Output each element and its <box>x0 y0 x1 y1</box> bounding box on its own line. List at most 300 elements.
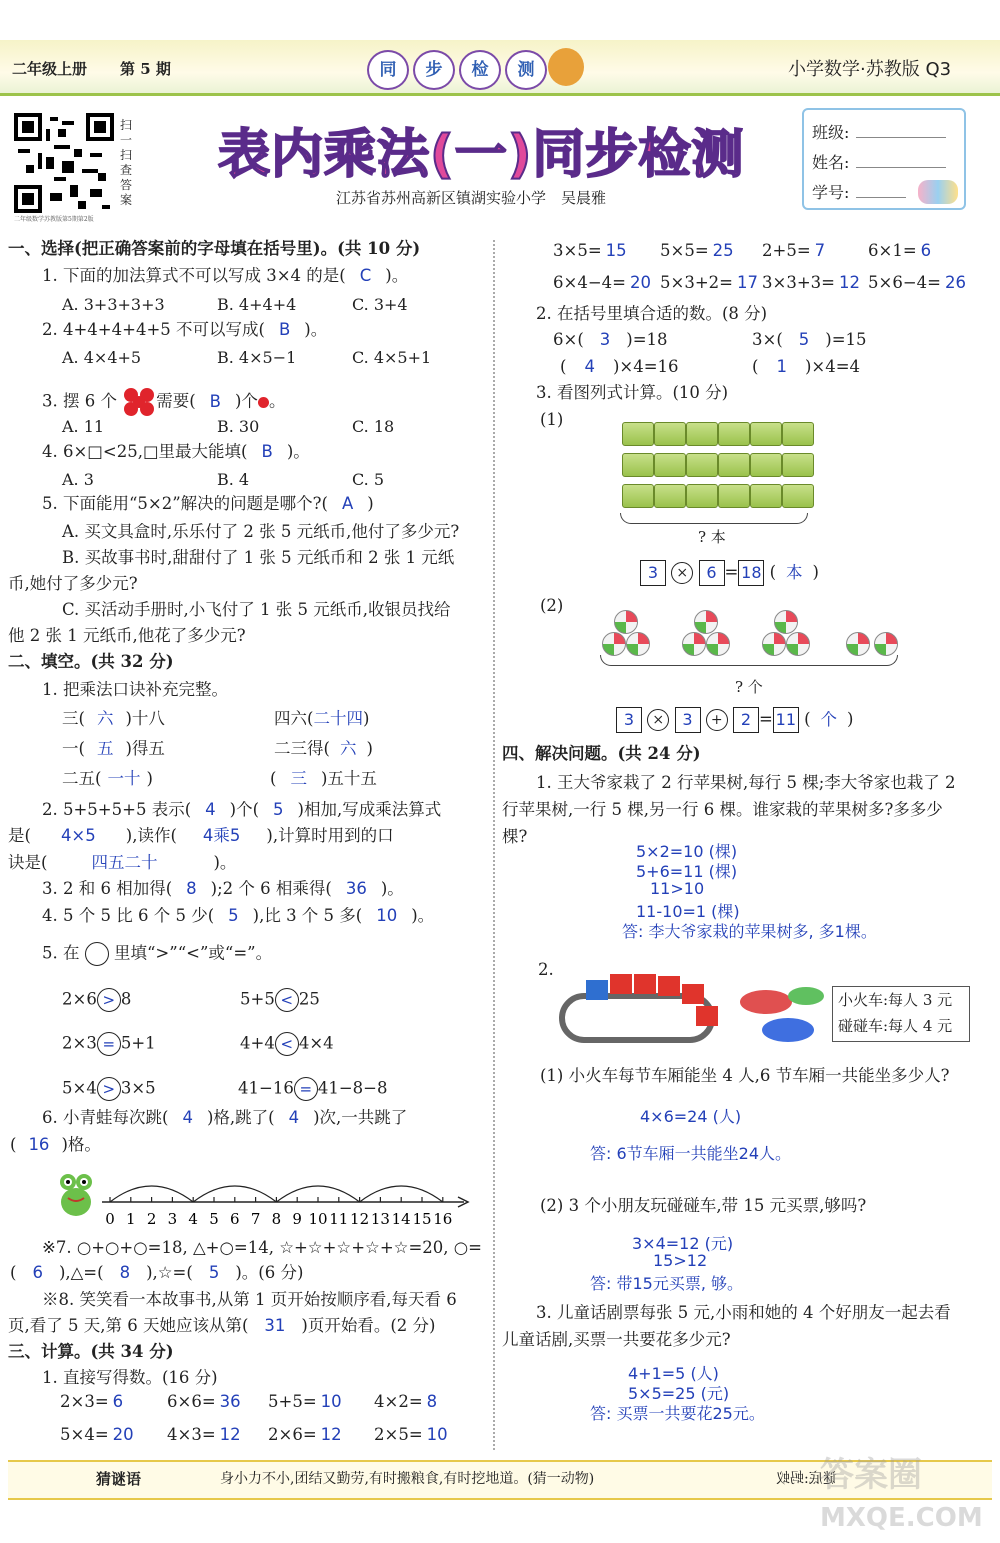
calc-answer[interactable]: 36 <box>219 1392 241 1411</box>
s3-q2-c-pre: ( <box>560 357 567 376</box>
calc-answer[interactable]: 6 <box>112 1392 124 1411</box>
name-field[interactable] <box>856 167 946 168</box>
s2-q2-l1b: )个( <box>229 800 260 819</box>
s2-q1-row3a <box>62 771 153 788</box>
s1-q1-answer[interactable]: C <box>359 266 372 285</box>
ball-icon <box>614 610 638 634</box>
s1-q1-option-a: A. 3+3+3+3 <box>62 295 165 314</box>
s3-q2-a-end: )=18 <box>626 330 668 349</box>
s3-q2-a-answer[interactable]: 3 <box>599 330 611 349</box>
frog-icon <box>58 1168 94 1222</box>
books-question: ? 本 <box>698 528 726 546</box>
s2-q5-item6 <box>238 1077 387 1101</box>
calc-answer[interactable]: 25 <box>712 241 734 260</box>
s4-q2-p1-ans1[interactable]: 4×6=24 (人) <box>640 1107 742 1126</box>
s1-q2-option-b: B. 4×5−1 <box>217 348 297 367</box>
number-line-label: 4 <box>188 1210 198 1228</box>
s2-q1-r2b-end: ) <box>366 739 373 758</box>
badge-4: 测 <box>505 50 547 90</box>
qr-code-icon[interactable] <box>14 113 114 213</box>
cmp3-sign[interactable]: = <box>97 1032 121 1056</box>
badge-1: 同 <box>367 50 409 90</box>
s2-q1-r3b-pre: ( <box>270 769 277 788</box>
eq2-op2[interactable]: + <box>706 709 728 731</box>
s2-q1-r2a-answer[interactable]: 五 <box>96 739 114 758</box>
s2-q8-line1: ※8. 笑笑看一本故事书,从第 1 页开始按顺序看,每天看 6 <box>42 1290 457 1309</box>
s2-q2-l2c: ),计算时用到的口 <box>266 826 394 845</box>
flower-dots-icon <box>122 387 156 417</box>
s2-q6-e: )格。 <box>61 1135 101 1154</box>
number-line-label: 1 <box>126 1210 136 1228</box>
cmp6-left: 41−16 <box>238 1078 294 1098</box>
eq1-box1[interactable]: 3 <box>640 560 666 586</box>
ball-icon <box>694 610 718 634</box>
mascot-animals-icon <box>918 180 958 204</box>
books-brace <box>620 513 808 524</box>
book-icon <box>782 484 814 508</box>
cmp3-left: 2×3 <box>62 1033 97 1053</box>
s4-q2-p2-ans1[interactable]: 3×4=12 (元) <box>632 1234 734 1253</box>
s2-q3-answer1[interactable]: 8 <box>186 879 197 898</box>
calc-item <box>268 1394 342 1411</box>
s2-q7-answer2[interactable]: 8 <box>119 1263 131 1282</box>
s1-q5-option-b-line2: 币,她付了多少元? <box>8 574 138 593</box>
cmp5-left: 5×4 <box>62 1078 97 1098</box>
s3-q2-a <box>553 332 668 349</box>
balls-brace <box>600 655 898 666</box>
s2-q7-b: ( <box>10 1263 17 1282</box>
s1-q4-option-b: B. 4 <box>217 470 250 489</box>
author-line: 江苏省苏州高新区镇湖实验小学 吴晨雅 <box>336 189 607 207</box>
price-bumper: 碰碰车:每人 4 元 <box>838 1017 953 1035</box>
s2-q7-e: )。(6 分) <box>235 1263 304 1282</box>
s3-q2-b-end: )=15 <box>825 330 867 349</box>
eq2-result[interactable]: 11 <box>773 707 799 733</box>
eq2-equals: = <box>759 709 773 729</box>
s4-q3-ans2[interactable]: 5×5=25 (元) <box>628 1384 730 1403</box>
book-icon <box>686 484 718 508</box>
s2-q6-b: )格,跳了( <box>206 1108 275 1127</box>
number-line-label: 2 <box>146 1210 157 1228</box>
calc-item <box>762 243 825 260</box>
book-icon <box>622 422 654 446</box>
s2-q4-a: 4. 5 个 5 比 6 个 5 少( <box>42 906 215 925</box>
s2-q1-r1b-answer[interactable]: 二十四 <box>313 709 363 728</box>
s2-q2-answer4[interactable]: 4乘5 <box>202 826 241 845</box>
s2-q1-r1b-pre: 四六( <box>274 709 314 728</box>
s1-q5 <box>42 496 374 513</box>
s1-q5-text: 5. 下面能用“5×2”解决的问题是哪个?( <box>42 494 328 513</box>
lion-mascot-icon <box>548 48 584 86</box>
s3-q2-d-answer[interactable]: 1 <box>776 357 787 376</box>
s2-q1-r2b-answer[interactable]: 六 <box>339 739 357 758</box>
column-divider <box>493 240 495 1450</box>
s1-q1-text: 1. 下面的加法算式不可以写成 3×4 的是( <box>42 266 346 285</box>
calc-answer[interactable]: 15 <box>605 241 627 260</box>
calc-answer[interactable]: 12 <box>320 1425 342 1444</box>
book-icon <box>750 484 782 508</box>
eq1-unit[interactable]: 本 <box>786 562 803 582</box>
header-divider <box>0 93 1000 96</box>
s2-q8-c: )页开始看。(2 分) <box>301 1316 436 1335</box>
ball-icon <box>602 632 626 656</box>
s2-q6-answer3[interactable]: 16 <box>28 1135 50 1154</box>
cmp4-sign[interactable]: < <box>275 1032 299 1056</box>
s1-q5-end: ) <box>367 494 374 513</box>
calc-answer[interactable]: 26 <box>944 273 966 292</box>
class-label: 班级: <box>812 123 850 142</box>
id-field[interactable] <box>856 197 906 198</box>
calc-question: 6×4−4= <box>553 273 626 292</box>
cmp5-sign[interactable]: > <box>97 1077 121 1101</box>
s2-q5-item3 <box>62 1032 156 1056</box>
s1-q5-option-b-line1: B. 买故事书时,甜甜付了 1 张 5 元纸币和 2 张 1 元纸 <box>62 548 455 567</box>
s1-q3-option-c: C. 18 <box>352 417 395 436</box>
s1-q1-option-b: B. 4+4+4 <box>217 295 297 314</box>
calc-answer[interactable]: 12 <box>219 1425 241 1444</box>
cmp4-right: 4×4 <box>298 1033 334 1053</box>
s2-q5-item4 <box>240 1032 334 1056</box>
book-icon <box>686 453 718 477</box>
s1-q4-option-c: C. 5 <box>352 470 385 489</box>
calc-question: 2×3= <box>60 1392 109 1411</box>
s1-q3-option-b: B. 30 <box>217 417 260 436</box>
section1-heading: 一、选择(把正确答案前的字母填在括号里)。(共 10 分) <box>8 239 421 258</box>
book-icon <box>654 484 686 508</box>
cmp4-left: 4+4 <box>240 1033 275 1053</box>
number-line-label: 13 <box>370 1210 390 1228</box>
s4-q3-ans3[interactable]: 答: 买票一共要花25元。 <box>590 1404 765 1423</box>
cmp2-left: 5+5 <box>240 989 275 1009</box>
s2-q6-a: 6. 小青蛙每次跳( <box>42 1108 169 1127</box>
calc-item <box>374 1394 437 1411</box>
calc-item <box>553 275 651 292</box>
s2-q1-row1a <box>62 711 165 728</box>
ball-icon <box>786 632 810 656</box>
s3-q2-a-pre: 6×( <box>553 330 584 349</box>
s2-q5-b: 里填“>”“<”或“=”。 <box>114 943 273 963</box>
eq2-box2[interactable]: 3 <box>675 707 701 733</box>
calc-item <box>374 1427 448 1444</box>
s1-q2-end: )。 <box>304 320 328 339</box>
number-line-label: 7 <box>250 1210 261 1228</box>
s2-q1-row3b <box>270 771 377 788</box>
s2-q1-r1b-end: ) <box>362 709 370 728</box>
s2-q5-item2 <box>240 988 320 1012</box>
calc-question: 3×3+3= <box>762 273 835 292</box>
s2-q2-l3a: 诀是( <box>8 853 48 872</box>
s2-q1-r3a-end: ) <box>146 769 153 788</box>
calc-item <box>167 1427 241 1444</box>
book-icon <box>622 453 654 477</box>
calc-question: 2×6= <box>268 1425 317 1444</box>
s2-q1-row2a <box>62 741 165 758</box>
calc-question: 4×3= <box>167 1425 216 1444</box>
s4-q1-line3: 棵? <box>502 827 528 846</box>
s4-q1-ans4[interactable]: 11-10=1 (棵) <box>636 902 740 921</box>
ball-icon <box>874 632 898 656</box>
s2-q2-l1c: )相加,写成乘法算式 <box>297 800 442 819</box>
eq1-equals: = <box>724 562 739 582</box>
s3-q2-b-pre: 3×( <box>752 330 783 349</box>
s2-q6-answer2[interactable]: 4 <box>288 1108 300 1127</box>
eq2-op1[interactable]: × <box>647 709 669 731</box>
s3-q3-part1-label: (1) <box>540 410 564 429</box>
cmp3-right: 5+1 <box>120 1033 156 1053</box>
ball-icon <box>626 632 650 656</box>
section4-heading: 四、解决问题。(共 24 分) <box>502 744 701 763</box>
s2-q3-a: 3. 2 和 6 相加得( <box>42 879 173 898</box>
s2-q2-answer3[interactable]: 4×5 <box>60 826 96 845</box>
s3-q2-d <box>752 359 860 376</box>
s1-q5-option-c-line2: 他 2 张 1 元纸币,他花了多少元? <box>8 626 246 645</box>
eq2-box1[interactable]: 3 <box>616 707 642 733</box>
s2-q4-answer1[interactable]: 5 <box>228 906 239 925</box>
s2-q2-answer1[interactable]: 4 <box>205 800 216 819</box>
footer-answer: 谜底:蚂蚁 <box>776 1471 837 1487</box>
s2-q6-answer1[interactable]: 4 <box>182 1108 193 1127</box>
s2-q4-c: )。 <box>411 906 435 925</box>
s4-q1-line1: 1. 王大爷家栽了 2 行苹果树,每行 5 棵;李大爷家也栽了 2 <box>536 773 956 792</box>
eq1-box2[interactable]: 6 <box>699 560 725 586</box>
s4-q1-ans1[interactable]: 5×2=10 (棵) <box>636 842 738 861</box>
s2-q8-line2 <box>8 1318 435 1335</box>
s2-q2-line3 <box>8 855 236 872</box>
s3-q2-text: 2. 在括号里填合适的数。(8 分) <box>536 304 768 323</box>
s4-q1-ans3[interactable]: 11>10 <box>650 879 705 898</box>
s2-q1-r3b-end: )五十五 <box>320 769 377 788</box>
calc-answer[interactable]: 12 <box>838 273 860 292</box>
ball-icon <box>762 632 786 656</box>
s1-q1-option-c: C. 3+4 <box>352 295 408 314</box>
s2-q1-r1a-pre: 三( <box>62 709 85 728</box>
calc-question: 4×2= <box>374 1392 423 1411</box>
s2-q6-c: )次,一共跳了 <box>313 1108 408 1127</box>
calc-item <box>268 1427 342 1444</box>
calc-item <box>660 275 758 292</box>
s2-q3-answer2[interactable]: 36 <box>345 879 367 898</box>
cmp1-sign[interactable]: > <box>97 988 121 1012</box>
cmp1-right: 8 <box>120 989 132 1009</box>
book-icon <box>686 422 718 446</box>
s2-q6-line1 <box>42 1110 407 1127</box>
cmp1-left: 2×6 <box>62 989 97 1009</box>
calc-answer[interactable]: 10 <box>426 1425 448 1444</box>
book-icon <box>654 422 686 446</box>
s2-q1-r1a-answer[interactable]: 六 <box>96 709 114 728</box>
s2-q5-item1 <box>62 988 131 1012</box>
s3-q2-b <box>752 332 867 349</box>
book-icon <box>622 484 654 508</box>
calc-item <box>660 243 734 260</box>
badge-3: 检 <box>459 50 501 90</box>
book-icon <box>782 453 814 477</box>
s2-q7-line2 <box>10 1265 303 1282</box>
issue-label: 第 5 期 <box>120 60 171 78</box>
s2-q5 <box>42 942 272 966</box>
eq1-result[interactable]: 18 <box>738 560 764 586</box>
book-icon <box>782 422 814 446</box>
s3-q2-d-end: )×4=4 <box>804 357 861 376</box>
calc-item <box>868 275 966 292</box>
s1-q3: 3. 摆 6 个 需要( B )个 。 <box>42 387 285 417</box>
number-line-label: 6 <box>230 1210 240 1228</box>
s1-q4 <box>42 444 310 461</box>
s1-q4-option-a: A. 3 <box>62 470 94 489</box>
s4-q1-ans5[interactable]: 答: 李大爷家栽的苹果树多, 多1棵。 <box>622 922 877 941</box>
s1-q5-answer[interactable]: A <box>341 494 354 513</box>
calc-item <box>60 1427 134 1444</box>
book-icon <box>654 453 686 477</box>
calc-question: 2×5= <box>374 1425 423 1444</box>
s2-q1-text: 1. 把乘法口诀补充完整。 <box>42 680 228 699</box>
s1-q3-option-a: A. 11 <box>62 417 105 436</box>
s2-q4 <box>42 908 434 925</box>
s2-q2-l2b: ),读作( <box>125 826 177 845</box>
calc-item <box>868 243 931 260</box>
s2-q1-r3b-answer[interactable]: 三 <box>290 769 307 788</box>
s2-q8-b: 页,看了 5 天,第 6 天她应该从第( <box>8 1316 249 1335</box>
cmp2-sign[interactable]: < <box>275 988 299 1012</box>
calc-question: 5×6−4= <box>868 273 941 292</box>
s3-q3-part2-label: (2) <box>540 596 564 615</box>
balls-question: ? 个 <box>735 678 763 696</box>
number-line-label: 0 <box>105 1210 115 1228</box>
s1-q3-mid: 需要( <box>156 391 196 411</box>
s3-q3-text: 3. 看图列式计算。(10 分) <box>536 383 729 402</box>
s2-q1-row2b <box>274 741 373 758</box>
eq1-op[interactable]: × <box>671 562 693 584</box>
s2-q7-c: ),△=( <box>58 1263 104 1282</box>
s1-q4-end: )。 <box>286 442 310 461</box>
calc-question: 6×1= <box>868 241 917 260</box>
number-line-label: 11 <box>329 1210 349 1228</box>
s2-q1-r1a-end: )十八 <box>125 709 165 728</box>
s2-q6-d: ( <box>10 1135 17 1154</box>
calc-item <box>762 275 860 292</box>
s1-q3-text: 3. 摆 6 个 <box>42 391 117 411</box>
s2-q7-answer1[interactable]: 6 <box>32 1263 43 1282</box>
s2-q2-l1a: 2. 5+5+5+5 表示( <box>42 800 192 819</box>
ball-icon <box>774 610 798 634</box>
s1-q2 <box>42 322 327 339</box>
calc-answer[interactable]: 17 <box>736 273 758 292</box>
book-icon <box>718 484 750 508</box>
number-line-label: 16 <box>433 1210 453 1228</box>
calc-question: 5×4= <box>60 1425 109 1444</box>
calc-answer[interactable]: 8 <box>426 1392 438 1411</box>
s1-q3-end: )个 <box>235 391 258 411</box>
number-line-label: 5 <box>209 1210 219 1228</box>
s2-q8-answer1[interactable]: 31 <box>264 1316 286 1335</box>
s2-q3 <box>42 881 404 898</box>
s3-q2-c-answer[interactable]: 4 <box>584 357 595 376</box>
s1-q5-option-a: A. 买文具盒时,乐乐付了 2 张 5 元纸币,他付了多少元? <box>62 522 460 541</box>
grade-label: 二年级上册 <box>12 60 88 78</box>
s1-q4-answer[interactable]: B <box>261 442 273 461</box>
s2-q1-r2b-pre: 二三得( <box>274 739 330 758</box>
s2-q6-line2 <box>10 1137 101 1154</box>
calc-answer[interactable]: 10 <box>320 1392 342 1411</box>
s4-q3-line2: 儿童话剧,买票一共要花多少元? <box>502 1330 731 1349</box>
s2-q7-d: ),☆=( <box>146 1263 193 1282</box>
s3-q1-text: 1. 直接写得数。(16 分) <box>42 1368 218 1387</box>
s2-q2-line2 <box>8 828 394 845</box>
calc-answer[interactable]: 20 <box>112 1425 134 1444</box>
train-and-bumper-cars-icon <box>556 966 826 1050</box>
s4-q2-p2-ans2[interactable]: 15>12 <box>653 1251 708 1270</box>
s1-q2-answer[interactable]: B <box>278 320 291 339</box>
s3-q2-c-end: )×4=16 <box>612 357 679 376</box>
s2-q3-b: );2 个 6 相乘得( <box>210 879 332 898</box>
number-line-label: 3 <box>167 1210 178 1228</box>
ball-icon <box>682 632 706 656</box>
page-title: 表内乘法(一)同步检测 <box>218 125 745 185</box>
cmp5-right: 3×5 <box>120 1078 156 1098</box>
ball-icon <box>846 632 870 656</box>
watermark-url: MXQE.COM <box>820 1503 983 1533</box>
s2-q4-answer2[interactable]: 10 <box>376 906 398 925</box>
s2-q2-l2a: 是( <box>8 826 31 845</box>
class-field[interactable] <box>856 137 946 138</box>
s2-q2-line1 <box>42 802 441 819</box>
red-dot-icon <box>258 397 269 408</box>
calc-answer[interactable]: 7 <box>814 241 826 260</box>
price-train: 小火车:每人 3 元 <box>838 991 953 1009</box>
cmp6-sign[interactable]: = <box>294 1077 318 1101</box>
eq2-box3[interactable]: 2 <box>733 707 759 733</box>
calc-answer[interactable]: 6 <box>920 241 932 260</box>
ball-icon <box>706 632 730 656</box>
s4-q3-ans1[interactable]: 4+1=5 (人) <box>628 1364 719 1383</box>
id-label: 学号: <box>812 183 850 202</box>
eq2-unit[interactable]: 个 <box>820 709 838 729</box>
s2-q2-answer2[interactable]: 5 <box>273 800 284 819</box>
number-line-label: 10 <box>308 1210 328 1228</box>
s2-q1-r3a-answer[interactable]: 一十 <box>107 769 141 788</box>
number-line-label: 12 <box>350 1210 370 1228</box>
calc-question: 5×5= <box>660 241 709 260</box>
empty-circle-icon <box>85 942 109 966</box>
number-line-label: 9 <box>292 1210 302 1228</box>
book-icon <box>750 422 782 446</box>
s2-q4-b: ),比 3 个 5 多( <box>252 906 363 925</box>
name-label: 姓名: <box>812 153 850 172</box>
s1-q3-answer[interactable]: B <box>209 391 221 411</box>
calc-question: 5+5= <box>268 1392 317 1411</box>
s4-q2-p1-ans2[interactable]: 答: 6节车厢一共能坐24人。 <box>590 1144 792 1163</box>
calc-question: 3×5= <box>553 241 602 260</box>
calc-question: 6×6= <box>167 1392 216 1411</box>
s2-q7-answer3[interactable]: 5 <box>208 1263 220 1282</box>
s2-q5-a: 5. 在 <box>42 943 80 963</box>
s2-q2-answer5[interactable]: 四五二十 <box>91 853 158 872</box>
calc-answer[interactable]: 20 <box>629 273 651 292</box>
section3-heading: 三、计算。(共 34 分) <box>8 1342 174 1361</box>
s4-q2-p2-ans3[interactable]: 答: 带15元买票, 够。 <box>590 1274 744 1293</box>
s1-q2-text: 2. 4+4+4+4+5 不可以写成( <box>42 320 265 339</box>
book-icon <box>750 453 782 477</box>
s2-q5-item5 <box>62 1077 156 1101</box>
subject-label: 小学数学·苏教版 Q3 <box>788 59 952 80</box>
s4-q1-ans2[interactable]: 5+6=11 (棵) <box>636 862 738 881</box>
qr-caption: 二年级数学苏教版第5期第2版 <box>14 216 94 223</box>
section2-heading: 二、填空。(共 32 分) <box>8 652 174 671</box>
s3-q2-b-answer[interactable]: 5 <box>798 330 810 349</box>
book-icon <box>718 422 750 446</box>
footer-riddle: 身小力不小,团结又勤劳,有时搬粮食,有时挖地道。(猜一动物) <box>220 1471 595 1487</box>
calc-question: 2+5= <box>762 241 811 260</box>
